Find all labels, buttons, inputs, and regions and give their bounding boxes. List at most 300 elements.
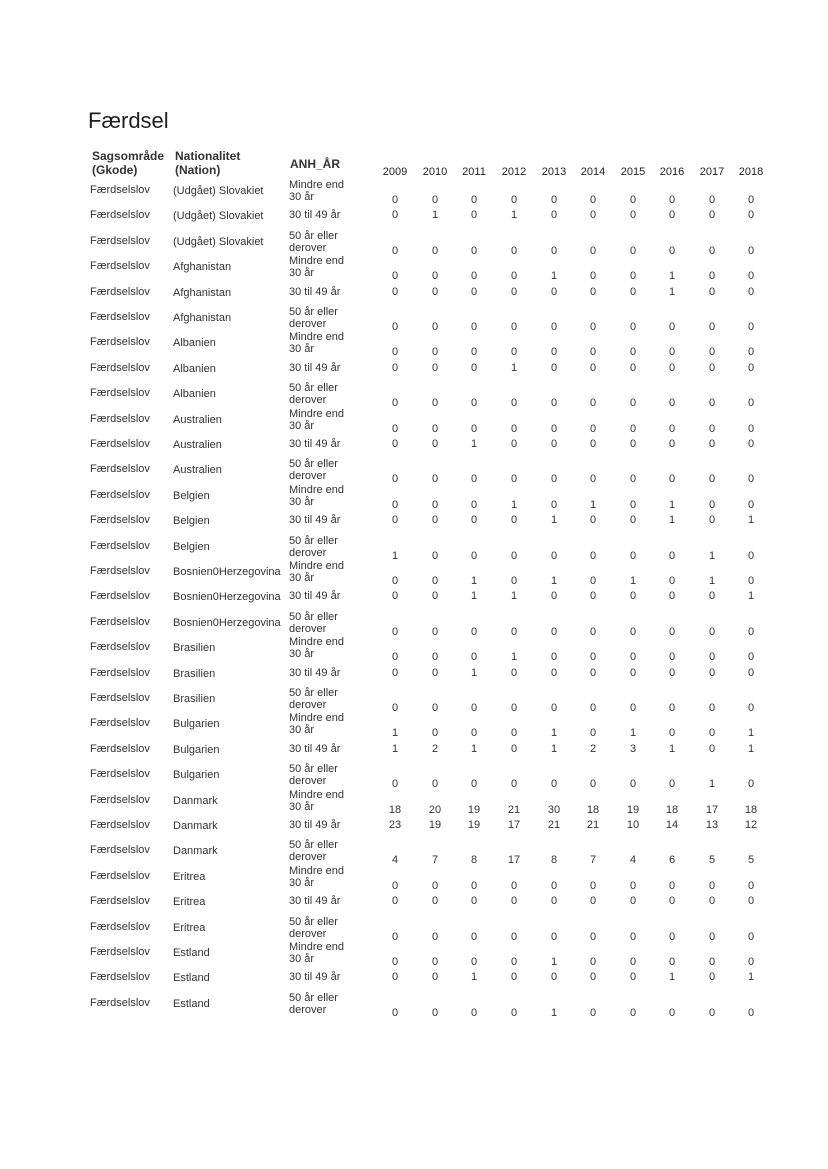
cell-value: 0 [747,270,755,283]
cell-value: 1 [589,498,597,511]
cell-anh-aar: Mindre end 30 år [289,560,345,584]
table-row [0,409,828,433]
cell-value: 1 [550,727,558,740]
cell-value: 1 [668,270,676,283]
cell-nationalitet: Albanien [173,362,216,375]
cell-sagsomraade: Færdselslov [90,717,150,730]
cell-anh-aar: 30 til 49 år [289,895,341,908]
cell-value: 19 [626,803,640,816]
cell-value: 0 [668,956,676,968]
year-header: 2011 [462,166,486,178]
cell-value: 1 [550,1006,558,1019]
table-row [0,942,828,966]
cell-value: 0 [747,549,755,562]
cell-value: 0 [589,1006,597,1019]
cell-value: 0 [510,702,518,714]
year-header: 2012 [501,166,527,178]
cell-sagsomraade: Færdselslov [90,971,150,984]
cell-value: 8 [550,854,558,867]
cell-value: 1 [550,575,558,587]
table-row [0,839,828,867]
cell-value: 0 [629,361,637,374]
cell-value: 0 [589,397,597,410]
cell-value: 30 [547,803,561,816]
cell-value: 1 [510,498,518,511]
cell-value: 0 [550,625,558,638]
cell-value: 18 [665,803,679,816]
cell-value: 0 [550,666,558,679]
cell-nationalitet: Brasilien [173,667,216,680]
cell-value: 0 [747,397,755,410]
cell-value: 1 [629,575,637,587]
cell-value: 0 [391,895,399,908]
year-header: 2010 [422,166,448,178]
cell-value: 0 [747,575,755,587]
cell-value: 0 [510,514,518,527]
cell-value: 5 [708,854,716,867]
cell-value: 0 [431,285,439,298]
cell-value: 0 [629,397,637,410]
cell-value: 0 [431,971,439,984]
cell-value: 0 [708,438,716,450]
cell-value: 0 [629,956,637,968]
cell-anh-aar: 30 til 49 år [289,209,341,222]
cell-anh-aar: 30 til 49 år [289,285,341,298]
cell-value: 0 [391,930,399,943]
cell-sagsomraade: Færdselslov [90,819,150,831]
cell-value: 0 [391,590,399,603]
cell-value: 0 [589,244,597,257]
cell-value: 0 [391,625,399,638]
cell-anh-aar: Mindre end 30 år [289,483,345,508]
cell-sagsomraade: Færdselslov [90,692,150,704]
cell-value: 0 [747,702,755,714]
cell-value: 0 [629,930,637,943]
cell-value: 21 [507,803,521,816]
cell-value: 5 [747,854,755,867]
cell-value: 18 [388,803,402,816]
year-header: 2018 [738,166,764,178]
cell-value: 0 [629,590,637,603]
cell-value: 0 [629,971,637,984]
cell-value: 1 [747,971,755,984]
cell-nationalitet: Eritrea [173,870,206,883]
cell-value: 0 [550,651,558,664]
cell-value: 0 [708,498,716,511]
cell-value: 0 [747,321,755,333]
cell-value: 1 [668,742,676,755]
cell-value: 0 [747,285,755,298]
cell-value: 1 [550,270,558,283]
cell-value: 0 [470,270,478,283]
cell-nationalitet: Bulgarien [173,718,220,731]
year-header: 2014 [580,166,606,178]
table-row [0,307,828,331]
cell-value: 0 [510,244,518,257]
cell-anh-aar: Mindre end 30 år [289,864,345,889]
cell-value: 0 [708,514,716,527]
cell-value: 0 [391,346,399,359]
cell-value: 2 [589,742,597,755]
cell-value: 0 [510,778,518,791]
cell-nationalitet: Albanien [173,388,216,401]
cell-value: 1 [708,549,716,562]
cell-value: 0 [431,498,439,511]
cell-value: 2 [431,742,439,755]
cell-value: 0 [550,879,558,892]
cell-nationalitet: Eritrea [173,896,206,909]
cell-anh-aar: 30 til 49 år [289,438,341,450]
cell-value: 0 [470,727,478,740]
table-row [0,815,828,839]
cell-value: 0 [550,895,558,908]
cell-value: 0 [391,666,399,679]
cell-value: 0 [589,422,597,435]
cell-value: 19 [467,803,481,816]
cell-nationalitet: Brasilien [173,642,216,655]
table-row [0,180,828,204]
cell-value: 0 [589,930,597,943]
cell-value: 0 [391,971,399,984]
cell-value: 0 [589,778,597,791]
cell-sagsomraade: Færdselslov [90,234,150,247]
cell-value: 0 [550,438,558,450]
cell-value: 0 [747,194,755,206]
cell-value: 0 [431,321,439,333]
cell-value: 0 [708,270,716,283]
cell-value: 0 [470,625,478,638]
cell-value: 0 [391,270,399,283]
cell-value: 17 [507,854,521,867]
cell-value: 0 [470,422,478,435]
cell-sagsomraade: Færdselslov [90,539,150,552]
cell-sagsomraade: Færdselslov [90,488,150,501]
cell-value: 17 [507,819,521,831]
cell-value: 0 [668,727,676,740]
cell-value: 0 [510,930,518,943]
cell-value: 0 [431,930,439,943]
cell-nationalitet: Estland [173,997,210,1010]
cell-value: 1 [470,438,478,450]
cell-value: 0 [708,244,716,257]
year-header: 2015 [620,166,646,178]
cell-value: 0 [589,702,597,714]
cell-value: 0 [391,1006,399,1019]
cell-value: 0 [708,666,716,679]
cell-value: 0 [550,930,558,943]
cell-value: 1 [747,727,755,740]
cell-value: 0 [668,778,676,791]
cell-value: 0 [470,702,478,714]
cell-value: 0 [668,244,676,257]
cell-value: 0 [470,397,478,410]
cell-value: 0 [708,1006,716,1019]
cell-value: 0 [668,590,676,603]
cell-sagsomraade: Færdselslov [90,463,150,476]
cell-value: 0 [391,778,399,791]
cell-nationalitet: Danmark [173,820,218,832]
cell-value: 1 [550,742,558,755]
cell-sagsomraade: Færdselslov [90,184,150,196]
cell-value: 1 [747,590,755,603]
cell-value: 0 [431,590,439,603]
cell-anh-aar: 50 år eller derover [289,610,338,635]
cell-nationalitet: (Udgået) Slovakiet [173,235,264,248]
cell-value: 0 [708,971,716,984]
cell-value: 0 [510,956,518,968]
cell-value: 0 [668,666,676,679]
cell-value: 0 [431,194,439,206]
table-row [0,663,828,687]
cell-value: 0 [589,727,597,740]
header-anh-aar: ANH_ÅR [290,157,341,171]
cell-anh-aar: 30 til 49 år [289,819,341,831]
cell-value: 0 [708,879,716,892]
cell-value: 0 [589,879,597,892]
table-row [0,993,828,1017]
table-row [0,636,828,664]
cell-value: 0 [431,625,439,638]
cell-anh-aar: 50 år eller derover [289,839,338,864]
cell-value: 3 [629,742,637,755]
cell-value: 0 [629,702,637,714]
cell-value: 0 [708,209,716,222]
cell-sagsomraade: Færdselslov [90,895,150,908]
table-row [0,561,828,585]
cell-value: 0 [708,702,716,714]
cell-value: 0 [431,361,439,374]
cell-value: 0 [629,346,637,359]
table-row [0,917,828,941]
cell-value: 0 [431,666,439,679]
cell-value: 0 [708,346,716,359]
cell-anh-aar: 50 år eller derover [289,915,338,940]
cell-value: 0 [747,498,755,511]
cell-value: 0 [431,727,439,740]
cell-nationalitet: Eritrea [173,921,206,934]
cell-sagsomraade: Færdselslov [90,844,150,857]
cell-value: 0 [391,397,399,410]
cell-value: 0 [708,742,716,755]
cell-sagsomraade: Færdselslov [90,641,150,654]
cell-value: 0 [708,361,716,374]
table-row [0,382,828,410]
cell-value: 1 [510,590,518,603]
cell-value: 1 [708,575,716,587]
cell-value: 1 [431,209,439,222]
cell-value: 0 [589,361,597,374]
cell-value: 0 [431,438,439,450]
cell-value: 0 [510,270,518,283]
cell-value: 0 [747,625,755,638]
cell-sagsomraade: Færdselslov [90,260,150,273]
table-row [0,255,828,283]
cell-value: 0 [629,666,637,679]
cell-value: 0 [629,473,637,486]
cell-value: 0 [550,498,558,511]
cell-value: 0 [510,438,518,450]
cell-nationalitet: Afghanistan [173,261,232,274]
cell-value: 0 [470,930,478,943]
cell-value: 0 [747,209,755,222]
cell-anh-aar: Mindre end 30 år [289,331,345,356]
cell-value: 0 [629,625,637,638]
cell-value: 0 [431,575,439,587]
cell-value: 0 [668,549,676,562]
cell-value: 0 [708,930,716,943]
cell-value: 0 [431,244,439,257]
cell-value: 0 [431,1006,439,1019]
cell-value: 1 [510,361,518,374]
cell-value: 0 [589,194,597,206]
cell-value: 0 [668,625,676,638]
cell-value: 0 [550,209,558,222]
cell-nationalitet: Bosnien0Herzegovina [173,616,281,629]
cell-sagsomraade: Færdselslov [90,946,150,958]
cell-anh-aar: 50 år eller derover [289,229,338,254]
cell-anh-aar: 50 år eller derover [289,306,338,330]
cell-value: 0 [391,879,399,892]
cell-value: 0 [391,498,399,511]
cell-value: 0 [431,778,439,791]
cell-value: 0 [431,651,439,664]
cell-value: 0 [470,895,478,908]
cell-nationalitet: Estland [173,947,210,959]
cell-value: 0 [470,514,478,527]
cell-sagsomraade: Færdselslov [90,438,150,450]
cell-nationalitet: Bulgarien [173,769,220,782]
cell-nationalitet: Danmark [173,794,218,807]
cell-value: 0 [668,930,676,943]
cell-sagsomraade: Færdselslov [90,361,150,374]
cell-value: 0 [589,651,597,664]
cell-value: 0 [470,361,478,374]
cell-value: 1 [510,651,518,664]
cell-value: 0 [708,473,716,486]
cell-value: 7 [431,854,439,867]
cell-nationalitet: Australien [173,413,222,426]
cell-value: 0 [668,473,676,486]
cell-value: 0 [431,397,439,410]
year-header: 2016 [659,166,685,178]
cell-value: 0 [629,498,637,511]
cell-value: 0 [668,438,676,450]
cell-anh-aar: 50 år eller derover [289,534,338,559]
cell-value: 0 [391,575,399,587]
table-row [0,205,828,229]
cell-sagsomraade: Færdselslov [90,387,150,400]
cell-value: 18 [586,803,600,816]
cell-anh-aar: 30 til 49 år [289,361,341,374]
cell-value: 0 [629,778,637,791]
cell-value: 0 [589,575,597,587]
cell-value: 0 [629,270,637,283]
cell-sagsomraade: Færdselslov [90,412,150,425]
cell-value: 0 [391,244,399,257]
cell-nationalitet: Brasilien [173,693,216,705]
cell-value: 1 [747,742,755,755]
cell-value: 0 [589,666,597,679]
cell-value: 1 [708,778,716,791]
cell-value: 1 [510,209,518,222]
cell-value: 0 [629,209,637,222]
table-row [0,790,828,814]
cell-value: 0 [470,244,478,257]
cell-nationalitet: Afghanistan [173,312,232,324]
cell-sagsomraade: Færdselslov [90,590,150,603]
cell-value: 0 [747,879,755,892]
cell-value: 0 [747,895,755,908]
cell-value: 0 [589,895,597,908]
cell-value: 0 [391,194,399,206]
cell-value: 0 [391,321,399,333]
cell-value: 0 [747,422,755,435]
cell-value: 0 [629,651,637,664]
cell-value: 0 [510,549,518,562]
cell-value: 0 [550,971,558,984]
cell-value: 18 [744,803,758,816]
cell-nationalitet: Bulgarien [173,743,220,756]
cell-value: 0 [629,514,637,527]
cell-value: 0 [391,956,399,968]
year-header: 2013 [541,166,567,178]
cell-value: 0 [668,361,676,374]
cell-anh-aar: 50 år eller derover [289,687,338,711]
table-row [0,458,828,486]
cell-value: 0 [747,361,755,374]
table-row [0,231,828,255]
cell-value: 0 [391,514,399,527]
cell-sagsomraade: Færdselslov [90,565,150,577]
cell-value: 19 [467,819,481,831]
cell-value: 0 [629,895,637,908]
cell-value: 0 [747,651,755,664]
cell-sagsomraade: Færdselslov [90,666,150,679]
cell-value: 0 [668,895,676,908]
cell-value: 13 [705,819,719,831]
cell-sagsomraade: Færdselslov [90,285,150,298]
cell-value: 0 [510,1006,518,1019]
cell-value: 0 [747,346,755,359]
cell-value: 0 [747,438,755,450]
cell-value: 1 [470,971,478,984]
cell-value: 0 [550,549,558,562]
table-row [0,739,828,763]
table-row [0,612,828,636]
cell-anh-aar: 30 til 49 år [289,666,341,679]
cell-anh-aar: 50 år eller derover [289,458,338,483]
cell-value: 0 [747,1006,755,1019]
cell-value: 0 [510,742,518,755]
cell-value: 0 [470,778,478,791]
cell-value: 0 [431,895,439,908]
cell-sagsomraade: Færdselslov [90,311,150,323]
cell-value: 0 [708,397,716,410]
cell-value: 0 [589,346,597,359]
cell-nationalitet: Australien [173,439,222,451]
cell-sagsomraade: Færdselslov [90,209,150,222]
cell-value: 0 [510,194,518,206]
cell-value: 1 [470,590,478,603]
cell-value: 0 [470,956,478,968]
table-row [0,331,828,359]
table-row [0,866,828,890]
cell-value: 21 [547,819,561,831]
cell-value: 0 [431,879,439,892]
cell-value: 0 [510,666,518,679]
cell-value: 0 [470,285,478,298]
cell-value: 0 [747,244,755,257]
